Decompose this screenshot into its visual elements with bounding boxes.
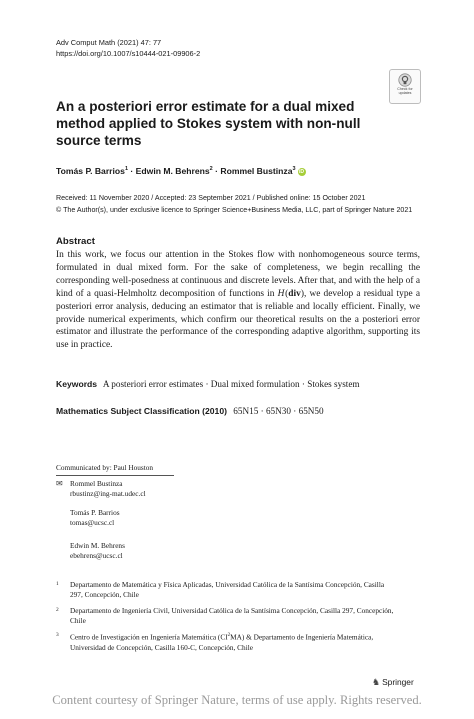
contact-name: Rommel Bustinza: [70, 479, 123, 488]
publication-dates: Received: 11 November 2020 / Accepted: 23 September 2021 / Published online: 15 October 2021: [56, 194, 366, 202]
author-list: [56, 163, 306, 177]
affiliation-entry: [56, 631, 396, 653]
check-for-updates-badge[interactable]: [389, 69, 421, 104]
math-h-symbol: H: [277, 288, 285, 299]
affiliation-number: 1: [56, 581, 59, 587]
doi-link[interactable]: https://doi.org/10.1007/s10444-021-09906-2: [56, 49, 201, 58]
communicated-by: Communicated by: Paul Houston: [56, 463, 154, 472]
keywords-label: Keywords: [56, 379, 98, 389]
author-name[interactable]: Rommel Bustinza: [220, 165, 293, 176]
springer-horse-icon: ♞: [372, 677, 381, 687]
author-affiliation-number: 2: [209, 166, 213, 172]
abstract-body: In this work, we focus our attention in the Stokes flow with nonhomogeneous source terms, formulated in dual mixed form. For the sake of completeness, we begin recalling the corresponding well-posedness at continuous and discrete levels. After that, and with the help of a kind of a quasi-Helmholtz decomposition of functions in H (div), we develop a residual type a posteriori error analysis, deducing an estimator that is reliable and locally efficient. Finally, we provide numerical experiments, which confirm our theoretical results on the a posteriori error estimator and illustrate the performance of the corresponding adaptive algorithm, supporting its use in practice.: [56, 250, 420, 351]
author-separator: ·: [128, 165, 136, 176]
contact-entry: [70, 479, 146, 499]
publication-dates-block: [56, 192, 412, 216]
check-for-updates-label: Check for updates: [397, 87, 413, 95]
publisher-logo: [372, 677, 414, 688]
contact-email[interactable]: ebehrens@ucsc.cl: [70, 551, 123, 560]
publisher-name: Springer: [382, 677, 414, 687]
affiliation-text: Centro de Investigación en Ingeniería Matemática $(CI^2MA)$ & Departamento de Ingeniería Matemática, Universidad de Concepción, Casilla 160-C, Concepción, Chile: [70, 632, 374, 652]
copyright-watermark: Content courtesy of Springer Nature, terms of use apply. Rights reserved.: [52, 693, 422, 707]
affiliation-number: 3: [56, 632, 59, 638]
author-affiliation-number: 3: [292, 166, 296, 172]
contact-name: Tomás P. Barrios: [70, 508, 120, 517]
affiliation-entry: [56, 606, 396, 627]
envelope-icon: ✉: [56, 479, 63, 488]
contact-email[interactable]: tomas@ucsc.cl: [70, 518, 115, 527]
author-name[interactable]: Edwin M. Behrens: [135, 165, 210, 176]
keywords-line: [56, 379, 360, 389]
check-for-updates-icon: [398, 73, 412, 87]
abstract-heading: Abstract: [56, 236, 95, 247]
affiliation-text: Departamento de Ingeniería Civil, Universidad Católica de la Santísima Concepción, Casilla 297, Concepción, Chile: [70, 606, 394, 626]
author-name[interactable]: Tomás P. Barrios: [56, 165, 125, 176]
copyright-notice: © The Author(s), under exclusive licence to Springer Science+Business Media, LLC, part of Springer Nature 2021: [56, 206, 413, 214]
contact-email[interactable]: rbustinz@ing-mat.udec.cl: [70, 489, 146, 498]
contact-name: Edwin M. Behrens: [70, 541, 125, 550]
contact-entry: [70, 541, 125, 561]
author-separator: ·: [212, 165, 221, 176]
journal-citation-block: [56, 37, 200, 59]
affiliation-number: 2: [56, 607, 59, 613]
affiliation-text: Departamento de Matemática y Física Aplicadas, Universidad Católica de la Santísima Concepción, Casilla 297, Concepción, Chile: [70, 580, 385, 600]
contact-entry: [70, 508, 120, 528]
footnote-divider: [56, 475, 174, 476]
orcid-icon[interactable]: iD: [299, 168, 305, 175]
paper-title: An a posteriori error estimate for a dual mixed method applied to Stokes system with non-null source terms: [56, 99, 361, 148]
msc-line: [56, 406, 324, 416]
msc-label: Mathematics Subject Classification (2010): [56, 406, 227, 416]
author-affiliation-number: 1: [124, 166, 129, 172]
affiliation-entry: [56, 580, 396, 601]
keywords-value: A posteriori error estimates · Dual mixed formulation · Stokes system: [102, 379, 360, 389]
math-div-symbol: div: [288, 288, 301, 299]
msc-value: 65N15 · 65N30 · 65N50: [233, 406, 324, 416]
journal-citation: Adv Comput Math (2021) 47: 77: [56, 38, 162, 47]
